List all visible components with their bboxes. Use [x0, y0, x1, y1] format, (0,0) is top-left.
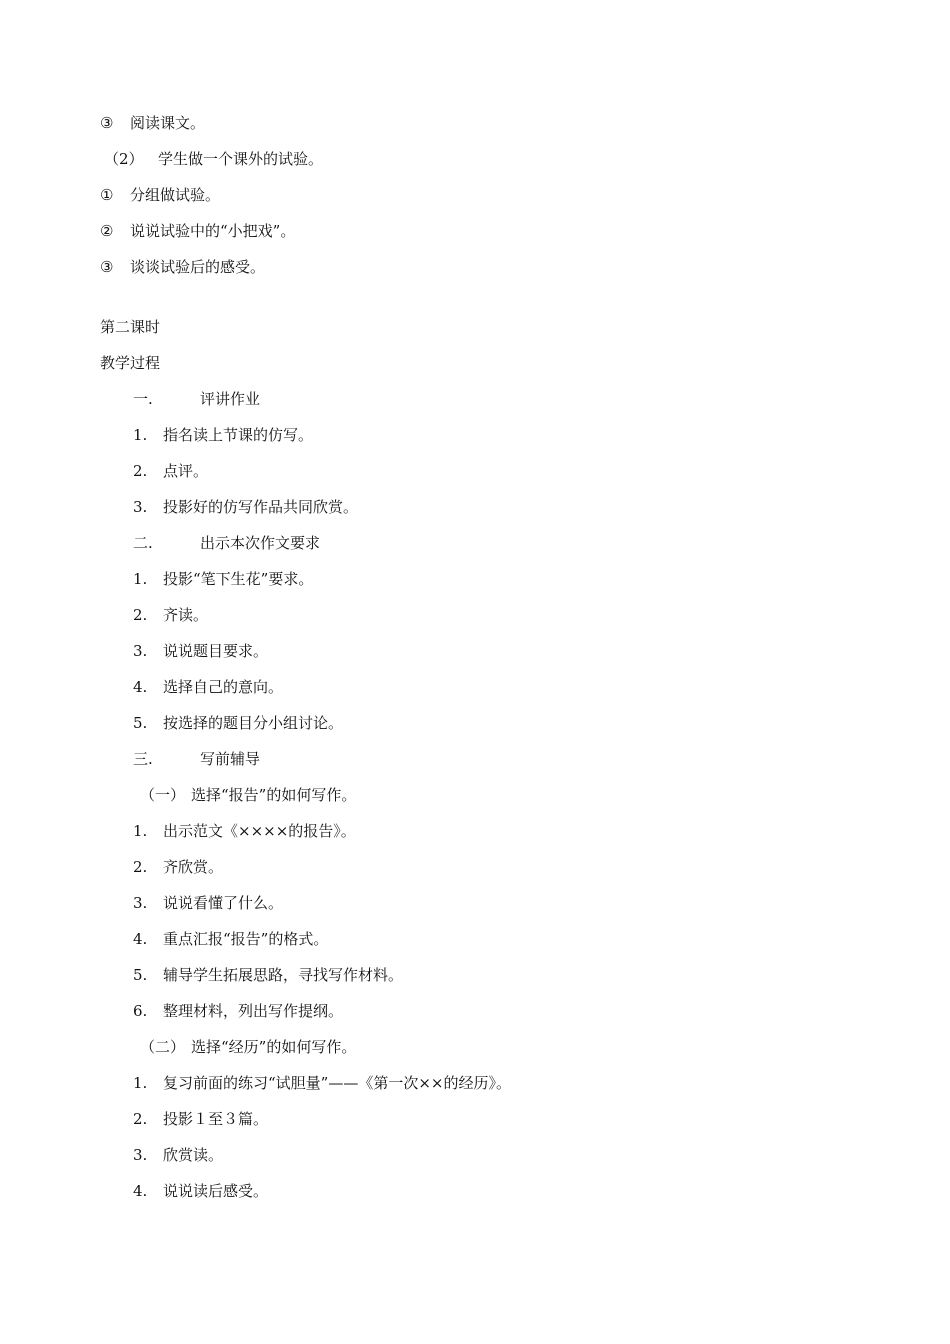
step-number: ③: [100, 258, 114, 276]
step-number: ②: [100, 222, 114, 240]
item-number: 4.: [133, 930, 148, 948]
section-title: 写前辅导: [200, 750, 261, 768]
step-text: 分组做试验。: [130, 186, 221, 204]
step-number: ①: [100, 186, 114, 204]
item-text: 齐欣赏。: [163, 858, 224, 876]
section-title: 评讲作业: [200, 390, 261, 408]
step-number: ③: [100, 114, 114, 132]
item-number: 2.: [133, 1110, 148, 1128]
item-text: 指名读上节课的仿写。: [163, 426, 314, 444]
item-text: 投影好的仿写作品共同欣赏。: [163, 498, 359, 516]
item-number: 4.: [133, 1182, 148, 1200]
step-text: 阅读课文。: [130, 114, 206, 132]
item-number: 2.: [133, 462, 148, 480]
item-text: 欣赏读。: [163, 1146, 224, 1164]
section-number: 三.: [133, 750, 153, 768]
step-text: 说说试验中的“小把戏”。: [130, 222, 296, 240]
item-text: 复习前面的练习“试胆量”——《第一次××的经历》。: [163, 1074, 511, 1092]
item-text: 齐读。: [163, 606, 209, 624]
section-number: 一.: [133, 390, 153, 408]
item-number: 1.: [133, 426, 148, 444]
item-text: 重点汇报“报告”的格式。: [163, 930, 329, 948]
item-number: 6.: [133, 1002, 148, 1020]
step-text: 谈谈试验后的感受。: [130, 258, 266, 276]
item-text: 说说看懂了什么。: [163, 894, 284, 912]
sub-heading-text: 选择“经历”的如何写作。: [191, 1038, 357, 1056]
item-number: 5.: [133, 714, 148, 732]
item-text: 说说题目要求。: [163, 642, 269, 660]
item-text: 整理材料，列出写作提纲。: [163, 1002, 344, 1020]
item-text: 选择自己的意向。: [163, 678, 284, 696]
item-number: 2.: [133, 858, 148, 876]
section-number: 二.: [133, 534, 153, 552]
item-number: 1.: [133, 822, 148, 840]
item-text: 投影“笔下生花”要求。: [163, 570, 314, 588]
item-number: 1.: [133, 570, 148, 588]
item-text: 点评。: [163, 462, 209, 480]
item-number: 3.: [133, 642, 148, 660]
item-number: 3.: [133, 498, 148, 516]
lesson-title: 第二课时: [100, 318, 161, 336]
section-title: 出示本次作文要求: [200, 534, 321, 552]
item-text: 说说读后感受。: [163, 1182, 269, 1200]
sub-heading-number: （二）: [140, 1038, 186, 1056]
item-number: 1.: [133, 1074, 148, 1092]
item-text: 辅导学生拓展思路，寻找写作材料。: [163, 966, 404, 984]
item-number: 2.: [133, 606, 148, 624]
item-text: 投影１至３篇。: [163, 1110, 269, 1128]
sub-heading-number: （一）: [140, 786, 186, 804]
item-number: 4.: [133, 678, 148, 696]
sub-heading-number: （2）: [104, 150, 144, 168]
sub-heading-text: 选择“报告”的如何写作。: [191, 786, 357, 804]
item-number: 5.: [133, 966, 148, 984]
process-title: 教学过程: [100, 354, 161, 372]
item-text: 出示范文《××××的报告》。: [163, 822, 356, 840]
item-number: 3.: [133, 1146, 148, 1164]
item-text: 按选择的题目分小组讨论。: [163, 714, 344, 732]
sub-heading-text: 学生做一个课外的试验。: [158, 150, 324, 168]
item-number: 3.: [133, 894, 148, 912]
